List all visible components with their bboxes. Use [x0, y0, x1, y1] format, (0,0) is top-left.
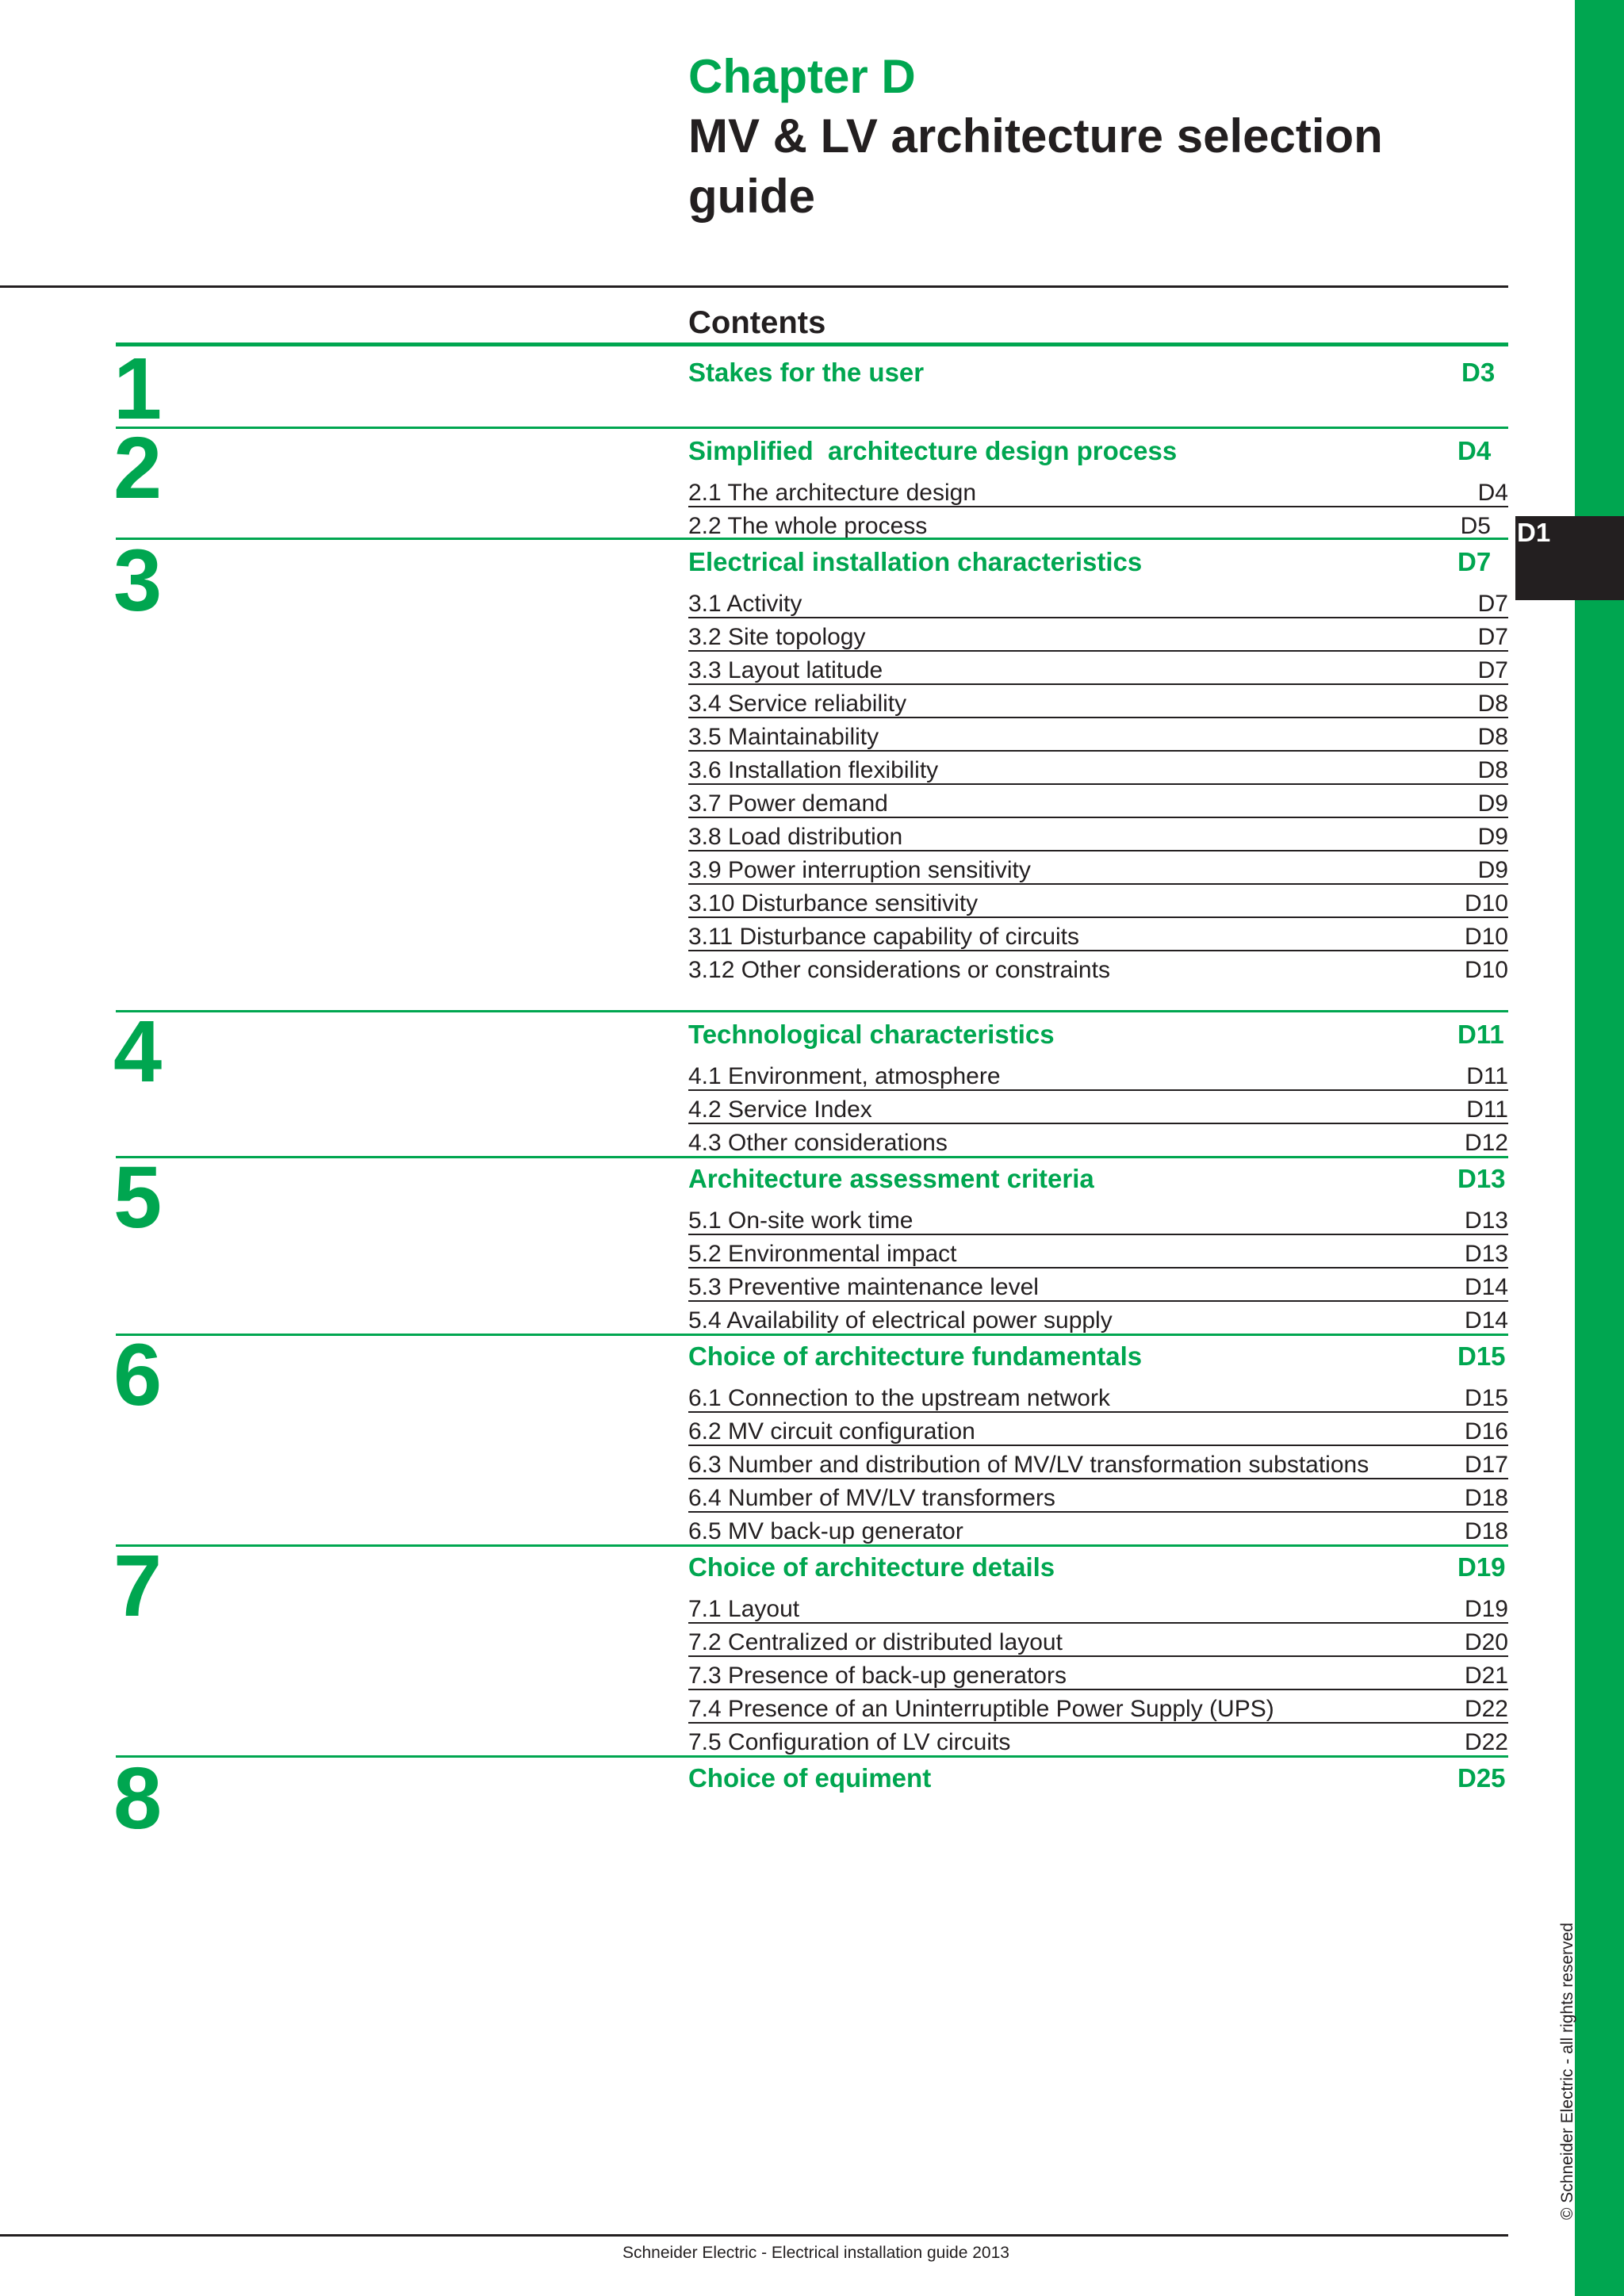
subsection-label[interactable]: 6.2 MV circuit configuration: [688, 1418, 975, 1445]
subsection-page: D8: [1477, 757, 1508, 783]
subsection-page: D7: [1477, 624, 1508, 650]
subsection-divider: [688, 916, 1508, 918]
subsection-page: D10: [1464, 957, 1508, 983]
subsection-label[interactable]: 5.3 Preventive maintenance level: [688, 1274, 1039, 1300]
subsection-page: D14: [1464, 1274, 1508, 1300]
subsection-page: D13: [1464, 1241, 1508, 1267]
subsection-page: D14: [1464, 1307, 1508, 1334]
subsection-label[interactable]: 3.5 Maintainability: [688, 724, 879, 750]
side-color-bar: [1575, 0, 1624, 2296]
subsection-page: D22: [1464, 1696, 1508, 1722]
section-number: 5: [113, 1149, 163, 1246]
section-title[interactable]: Stakes for the user: [688, 358, 925, 387]
section-divider: [116, 342, 1508, 346]
subsection-page: D13: [1464, 1207, 1508, 1234]
subsection-label[interactable]: 3.9 Power interruption sensitivity: [688, 857, 1031, 883]
section-divider: [116, 1156, 1508, 1158]
subsection-page: D15: [1464, 1385, 1508, 1411]
subsection-label[interactable]: 2.1 The architecture design: [688, 480, 977, 506]
subsection-label[interactable]: 7.1 Layout: [688, 1596, 800, 1622]
subsection-label[interactable]: 7.2 Centralized or distributed layout: [688, 1629, 1063, 1655]
subsection-label[interactable]: 3.8 Load distribution: [688, 824, 903, 850]
subsection-divider: [688, 1445, 1508, 1446]
subsection-label[interactable]: 3.12 Other considerations or constraints: [688, 957, 1110, 983]
subsection-divider: [688, 783, 1508, 785]
header-divider: [0, 285, 1508, 288]
subsection-label[interactable]: 7.5 Configuration of LV circuits: [688, 1729, 1011, 1755]
subsection-divider: [688, 950, 1508, 951]
section-number: 7: [113, 1537, 163, 1635]
subsection-page: D8: [1477, 724, 1508, 750]
section-divider: [116, 1755, 1508, 1758]
subsection-label[interactable]: 4.3 Other considerations: [688, 1130, 948, 1156]
subsection-divider: [688, 1411, 1508, 1413]
section-title[interactable]: Electrical installation characteristics: [688, 547, 1143, 576]
subsection-divider: [688, 683, 1508, 685]
subsection-label[interactable]: 3.10 Disturbance sensitivity: [688, 890, 979, 916]
footer-divider: [0, 2234, 1508, 2237]
section-title[interactable]: Choice of architecture fundamentals: [688, 1341, 1143, 1371]
subsection-label[interactable]: 3.2 Site topology: [688, 624, 866, 650]
section-divider: [116, 1334, 1508, 1336]
section-title[interactable]: Choice of architecture details: [688, 1552, 1055, 1582]
subsection-page: D22: [1464, 1729, 1508, 1755]
section-title[interactable]: Technological characteristics: [688, 1020, 1055, 1049]
footer-text: Schneider Electric - Electrical installation guide 2013: [622, 2244, 1009, 2262]
subsection-label[interactable]: 3.6 Installation flexibility: [688, 757, 939, 783]
subsection-divider: [688, 1655, 1508, 1657]
section-title[interactable]: Choice of equiment: [688, 1763, 932, 1793]
subsection-label[interactable]: 7.3 Presence of back-up generators: [688, 1663, 1067, 1689]
subsection-divider: [688, 506, 1508, 507]
subsection-divider: [688, 850, 1508, 851]
subsection-divider: [688, 1089, 1508, 1091]
subsection-page: D16: [1464, 1418, 1508, 1445]
subsection-divider: [688, 717, 1508, 718]
subsection-label[interactable]: 5.2 Environmental impact: [688, 1241, 957, 1267]
section-page: D11: [1457, 1020, 1504, 1049]
subsection-divider: [688, 1478, 1508, 1479]
section-number: 8: [113, 1750, 163, 1847]
subsection-page: D18: [1464, 1485, 1508, 1511]
subsection-divider: [688, 883, 1508, 885]
subsection-page: D10: [1464, 890, 1508, 916]
subsection-page: D11: [1466, 1063, 1508, 1089]
section-page: D13: [1457, 1164, 1506, 1193]
subsection-page: D9: [1477, 857, 1508, 883]
subsection-label[interactable]: 5.4 Availability of electrical power supply: [688, 1307, 1113, 1334]
subsection-divider: [688, 817, 1508, 818]
subsection-page: D18: [1464, 1518, 1508, 1544]
subsection-label[interactable]: 6.1 Connection to the upstream network: [688, 1385, 1110, 1411]
section-title[interactable]: Architecture assessment criteria: [688, 1164, 1094, 1193]
subsection-divider: [688, 1622, 1508, 1624]
section-divider: [116, 538, 1508, 540]
section-page: D25: [1457, 1763, 1506, 1793]
subsection-divider: [688, 1123, 1508, 1124]
section-page: D7: [1457, 547, 1492, 576]
section-page: D4: [1457, 436, 1492, 465]
subsection-label[interactable]: 7.4 Presence of an Uninterruptible Power Supply (UPS): [688, 1696, 1274, 1722]
subsection-label[interactable]: 3.7 Power demand: [688, 790, 888, 817]
copyright-notice: © Schneider Electric - all rights reserved: [1558, 1923, 1576, 2220]
subsection-divider: [688, 1234, 1508, 1235]
section-divider: [116, 427, 1508, 429]
subsection-label[interactable]: 3.3 Layout latitude: [688, 657, 883, 683]
subsection-page: D5: [1460, 513, 1491, 539]
subsection-divider: [688, 1511, 1508, 1513]
section-number: 3: [113, 532, 163, 629]
section-title[interactable]: Simplified architecture design process: [688, 436, 1178, 465]
section-number: 4: [113, 1003, 163, 1100]
subsection-page: D4: [1477, 480, 1508, 506]
section-page: D19: [1457, 1552, 1506, 1582]
subsection-label[interactable]: 3.4 Service reliability: [688, 691, 907, 717]
subsection-divider: [688, 1689, 1508, 1690]
subsection-page: D21: [1464, 1663, 1508, 1689]
subsection-page: D11: [1466, 1096, 1508, 1123]
chapter-title: MV & LV architecture selection guide: [688, 109, 1383, 223]
subsection-divider: [688, 750, 1508, 752]
subsection-label[interactable]: 3.1 Activity: [688, 591, 802, 617]
subsection-page: D8: [1477, 691, 1508, 717]
page-number: D1: [1517, 518, 1551, 547]
subsection-divider: [688, 1267, 1508, 1269]
subsection-divider: [688, 617, 1508, 618]
subsection-label[interactable]: 3.11 Disturbance capability of circuits: [688, 924, 1080, 950]
subsection-page: D10: [1464, 924, 1508, 950]
subsection-divider: [688, 650, 1508, 652]
section-page: D15: [1457, 1341, 1506, 1371]
section-number: 1: [113, 340, 163, 438]
subsection-page: D20: [1464, 1629, 1508, 1655]
subsection-label[interactable]: 5.1 On-site work time: [688, 1207, 914, 1234]
contents-heading: Contents: [688, 305, 826, 340]
subsection-page: D17: [1464, 1452, 1508, 1478]
subsection-page: D9: [1477, 824, 1508, 850]
subsection-label[interactable]: 4.2 Service Index: [688, 1096, 872, 1123]
page-number-tab: [1515, 516, 1624, 600]
subsection-page: D7: [1477, 657, 1508, 683]
subsection-label[interactable]: 4.1 Environment, atmosphere: [688, 1063, 1001, 1089]
subsection-divider: [688, 1300, 1508, 1302]
subsection-label[interactable]: 6.5 MV back-up generator: [688, 1518, 963, 1544]
section-number: 6: [113, 1326, 163, 1424]
section-number: 2: [113, 419, 163, 517]
subsection-page: D12: [1464, 1130, 1508, 1156]
subsection-label[interactable]: 6.4 Number of MV/LV transformers: [688, 1485, 1055, 1511]
section-divider: [116, 1544, 1508, 1547]
subsection-divider: [688, 1722, 1508, 1724]
subsection-page: D19: [1464, 1596, 1508, 1622]
section-divider: [116, 1010, 1508, 1012]
subsection-label[interactable]: 2.2 The whole process: [688, 513, 928, 539]
subsection-label[interactable]: 6.3 Number and distribution of MV/LV transformation substations: [688, 1452, 1369, 1478]
chapter-label: Chapter D: [688, 50, 916, 103]
subsection-page: D7: [1477, 591, 1508, 617]
subsection-page: D9: [1477, 790, 1508, 817]
section-page: D3: [1461, 358, 1496, 387]
